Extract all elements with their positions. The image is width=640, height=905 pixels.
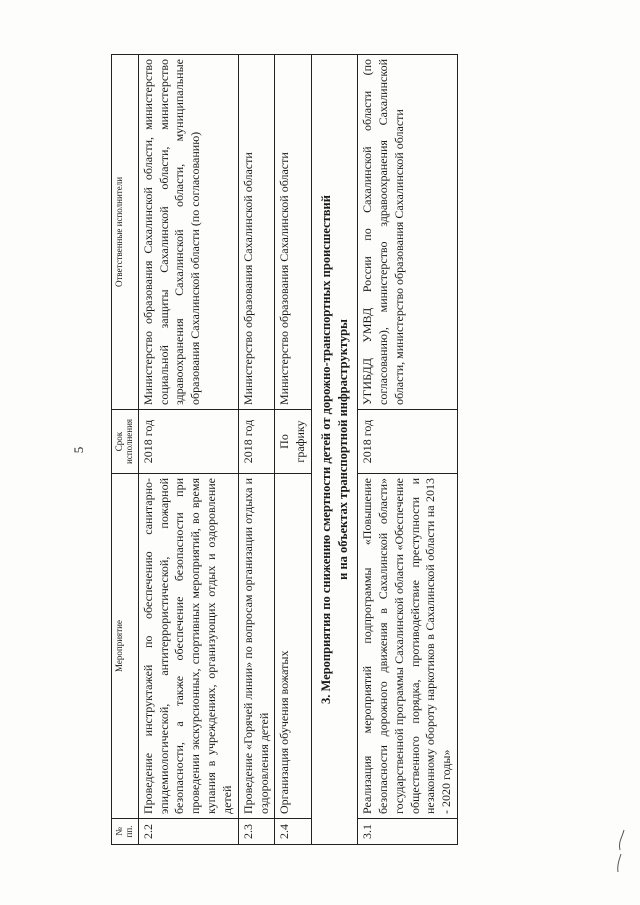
header-term: Срок исполнения — [112, 410, 139, 474]
row-num: 3.1 — [358, 819, 458, 845]
header-responsible: Ответственные исполнители — [112, 55, 139, 410]
pen-mark — [614, 828, 628, 874]
table-row — [358, 55, 458, 845]
events-table — [111, 54, 458, 845]
table-row — [275, 55, 312, 845]
header-event: Мероприятие — [112, 474, 139, 819]
row-term: 2018 год — [358, 410, 458, 474]
rotated-page — [65, 55, 585, 845]
row-responsible: Министерство образования Сахалинской области, министерство социальной защиты Сахалинской области, министерство здравоохранения Сахалинской области, муниципальные образования Сахалинской области (по согласованию) — [138, 55, 238, 410]
row-num: 2.2 — [138, 819, 238, 845]
table-header-row — [112, 55, 139, 845]
page-number: 5 — [71, 446, 86, 454]
header-num: № пп. — [112, 819, 139, 845]
section-title — [312, 55, 358, 845]
table-row — [238, 55, 275, 845]
row-term: 2018 год — [138, 410, 238, 474]
row-event: Проведение «Горячей линии» по вопросам организации отдыха и оздоровления детей — [238, 474, 275, 819]
row-responsible: УГИБДД УМВД России по Сахалинской области (по согласованию), министерство здравоохранения Сахалинской области, министерство образования Сахалинской области — [358, 55, 458, 410]
row-responsible: Министерство образования Сахалинской области — [275, 55, 312, 410]
section-title-line-1: 3. Мероприятия по снижению смертности детей от дорожно-транспортных происшествий — [319, 195, 334, 704]
row-event: Организация обучения вожатых — [275, 474, 312, 819]
table-row — [138, 55, 238, 845]
section-header-row — [312, 55, 358, 845]
row-responsible: Министерство образования Сахалинской области — [238, 55, 275, 410]
row-num: 2.3 — [238, 819, 275, 845]
row-event: Проведение инструктажей по обеспечению санитарно-эпидемиологической, антитеррористической, пожарной безопасности, а также обеспечение безопасности при проведении экскурсионных, спортивных мероприятий, во время купания в учреждениях, организующих отдых и оздоровление детей — [138, 474, 238, 819]
row-num: 2.4 — [275, 819, 312, 845]
row-term: По графику — [275, 410, 312, 474]
section-title-line-2: и на объектах транспортной инфраструктуры — [335, 319, 350, 580]
row-term: 2018 год — [238, 410, 275, 474]
row-event: Реализация мероприятий подпрограммы «Повышение безопасности дорожного движения в Сахалинской области» государственной программы Сахалинской области «Обеспечение общественного порядка, противодействие преступности и незаконному обороту наркотиков в Сахалинской области на 2013 - 2020 годы» — [358, 474, 458, 819]
